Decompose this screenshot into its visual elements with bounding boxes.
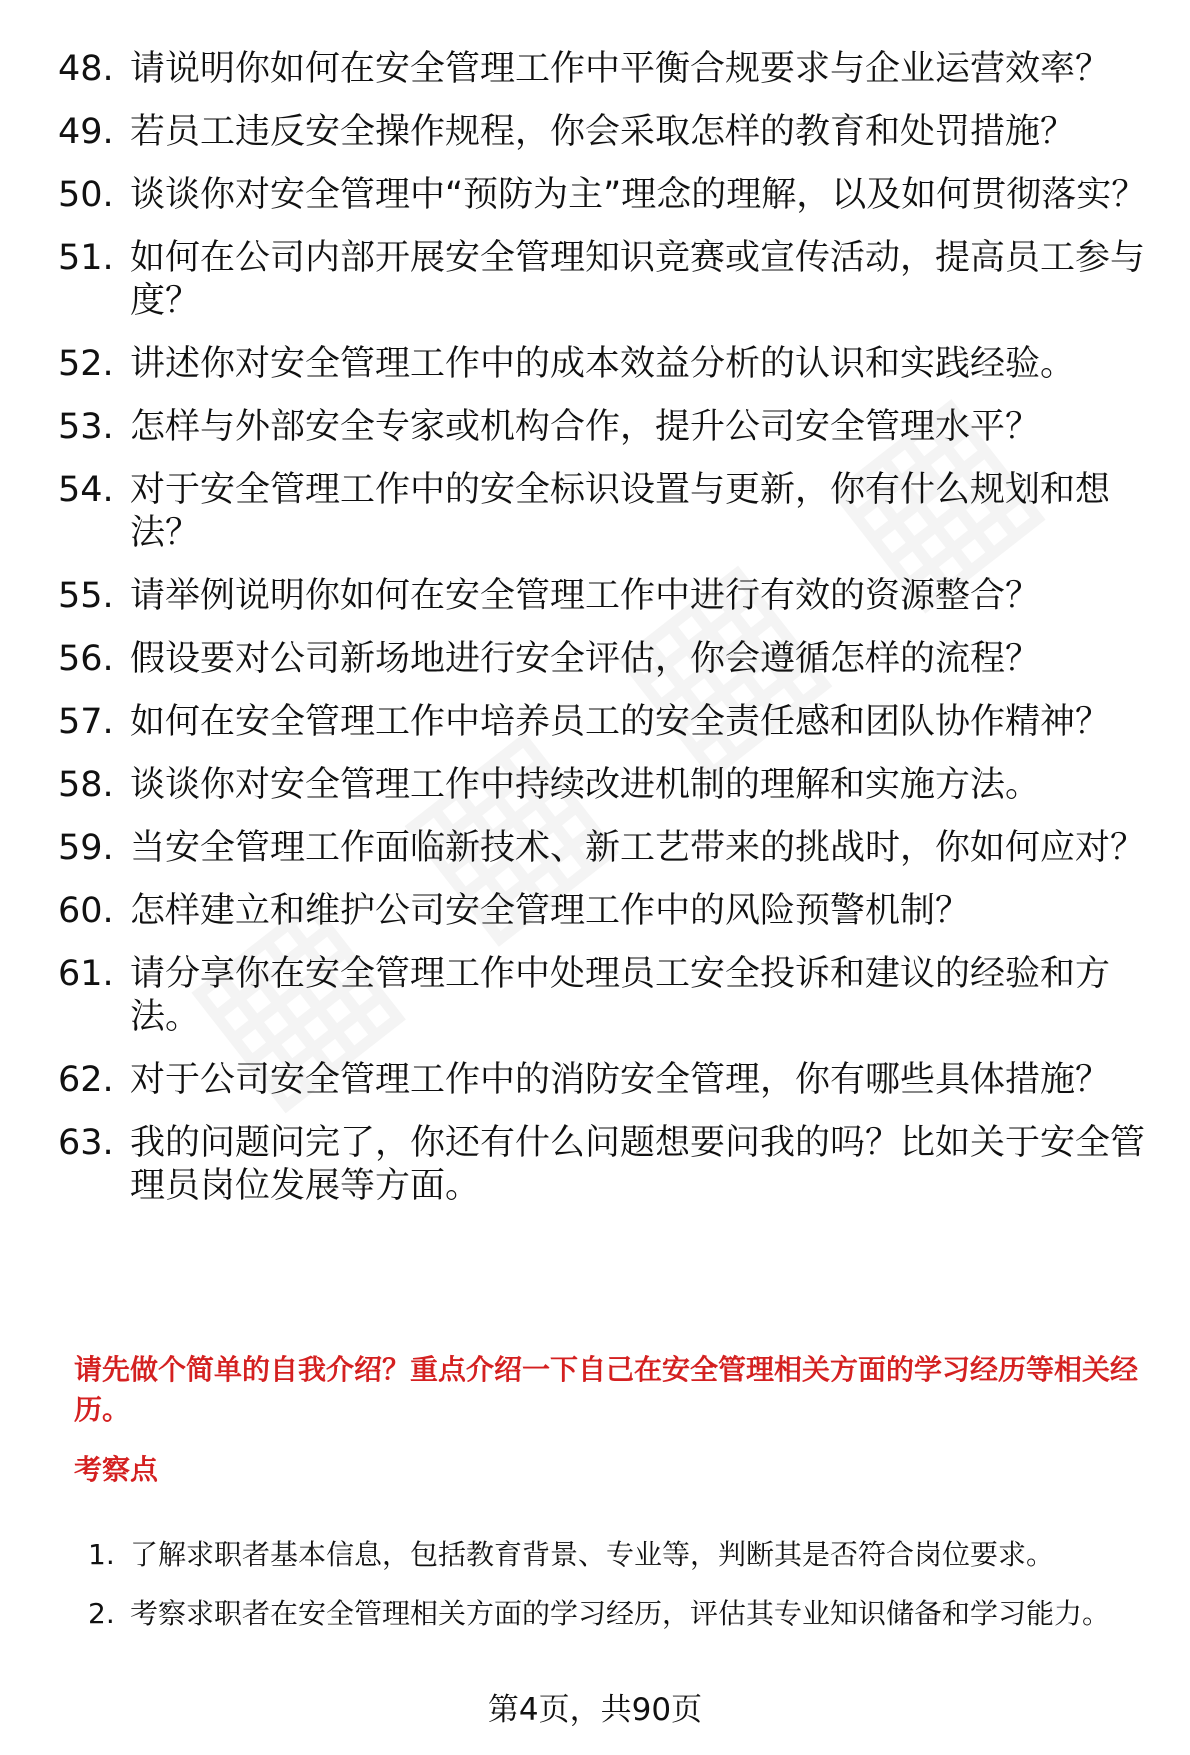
list-item — [58, 890, 1148, 933]
list-item — [58, 701, 1148, 744]
question-text: 如何在公司内部开展安全管理知识竞赛或宣传活动，提高员工参与度？ — [130, 238, 1146, 321]
question-number: 54. — [58, 470, 114, 510]
list-item — [58, 575, 1148, 618]
highlight-question: 请先做个简单的自我介绍？重点介绍一下自己在安全管理相关方面的学习经历等相关经历。 — [74, 1353, 1139, 1426]
question-text: 请分享你在安全管理工作中处理员工安全投诉和建议的经验和方法。 — [130, 954, 1111, 1037]
list-item — [58, 469, 1148, 555]
question-text: 我的问题问完了，你还有什么问题想要问我的吗？比如关于安全管理员岗位发展等方面。 — [130, 1123, 1146, 1206]
question-number: 61. — [58, 954, 114, 994]
assessment-points — [88, 1525, 1138, 1643]
list-item — [58, 1059, 1148, 1102]
question-text: 对于安全管理工作中的安全标识设置与更新，你有什么规划和想法？ — [130, 470, 1111, 553]
question-number: 62. — [58, 1060, 114, 1100]
point-text: 考察求职者在安全管理相关方面的学习经历，评估其专业知识储备和学习能力。 — [130, 1597, 1111, 1630]
question-number: 57. — [58, 702, 114, 742]
question-text: 请说明你如何在安全管理工作中平衡合规要求与企业运营效率？ — [130, 49, 1111, 89]
question-number: 48. — [58, 49, 114, 89]
list-item — [58, 953, 1148, 1039]
section-heading: 考察点 — [74, 1453, 159, 1486]
question-number: 50. — [58, 175, 114, 215]
list-item — [88, 1525, 1138, 1584]
question-text: 请举例说明你如何在安全管理工作中进行有效的资源整合？ — [130, 576, 1041, 616]
question-number: 59. — [58, 828, 114, 868]
question-number: 55. — [58, 576, 114, 616]
list-item — [58, 406, 1148, 449]
question-number: 63. — [58, 1123, 114, 1163]
point-text: 了解求职者基本信息，包括教育背景、专业等，判断其是否符合岗位要求。 — [130, 1538, 1055, 1571]
question-text: 谈谈你对安全管理工作中持续改进机制的理解和实施方法。 — [130, 765, 1041, 805]
question-number: 51. — [58, 238, 114, 278]
question-text: 当安全管理工作面临新技术、新工艺带来的挑战时，你如何应对？ — [130, 828, 1146, 868]
question-number: 58. — [58, 765, 114, 805]
question-number: 52. — [58, 344, 114, 384]
question-number: 56. — [58, 639, 114, 679]
list-item — [58, 237, 1148, 323]
list-item — [58, 764, 1148, 807]
list-item — [58, 174, 1148, 217]
question-text: 假设要对公司新场地进行安全评估，你会遵循怎样的流程？ — [130, 639, 1041, 679]
question-text: 若员工违反安全操作规程，你会采取怎样的教育和处罚措施？ — [130, 112, 1076, 152]
question-text: 怎样建立和维护公司安全管理工作中的风险预警机制？ — [130, 891, 971, 931]
list-item — [58, 827, 1148, 870]
question-text: 怎样与外部安全专家或机构合作，提升公司安全管理水平？ — [130, 407, 1041, 447]
list-item — [58, 343, 1148, 386]
question-text: 对于公司安全管理工作中的消防安全管理，你有哪些具体措施？ — [130, 1060, 1111, 1100]
list-item — [58, 1122, 1148, 1208]
point-number: 1. — [88, 1538, 115, 1571]
question-list — [58, 48, 1148, 1228]
question-number: 60. — [58, 891, 114, 931]
page-footer: 第4页，共90页 — [487, 1692, 703, 1728]
list-item — [58, 48, 1148, 91]
list-item — [58, 638, 1148, 681]
list-item — [88, 1584, 1138, 1643]
question-text: 讲述你对安全管理工作中的成本效益分析的认识和实践经验。 — [130, 344, 1076, 384]
question-text: 谈谈你对安全管理中“预防为主”理念的理解，以及如何贯彻落实？ — [130, 175, 1147, 215]
list-item — [58, 111, 1148, 154]
point-number: 2. — [88, 1597, 115, 1630]
question-text: 如何在安全管理工作中培养员工的安全责任感和团队协作精神？ — [130, 702, 1111, 742]
question-number: 49. — [58, 112, 114, 152]
question-number: 53. — [58, 407, 114, 447]
